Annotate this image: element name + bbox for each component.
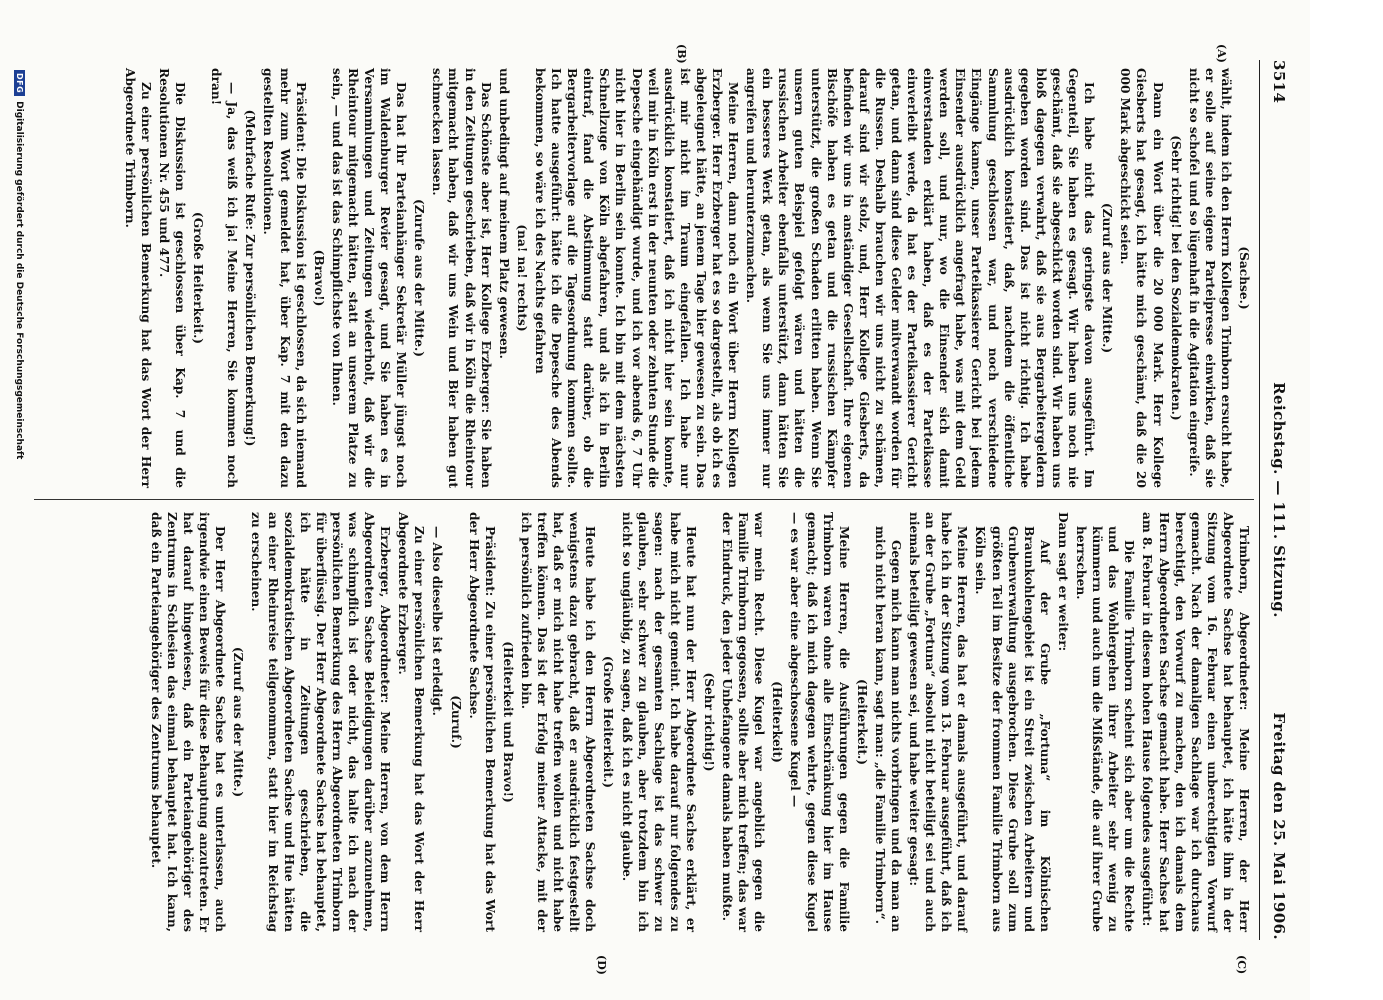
margin-marker-c: (C) — [1235, 955, 1248, 975]
margin-marker-a: (A) — [1215, 44, 1228, 63]
paragraph: Das Schönste aber ist, Herr Kollege Erzberger: Sie haben in den Zeitungen geschrieben, daß wir in Köln die Rheintour mitgemacht haben, daß wir uns Wein und Bier haben gut schmecken lassen. — [430, 68, 493, 488]
paragraph: Das hat Ihr Parteianhänger Sekretär Müller jüngst noch im Waldenburger Revier gesagt, und Sie haben es in Versammlungen und Zeitungen wiederholt, daß wir die Rheintour mitgemacht hätten, statt an unserem Platze zu sein, — und das ist das Schimpflichste von Ihnen. — [329, 68, 409, 488]
paragraph: Der Herr Abgeordnete Sachse hat es unterlassen, auch irgendwie einen Beweis für diese Behauptung anzutreten. Er hat darauf hingewiesen, daß ein Parteiangehöriger des Zentrums in Schlesien das einmal behauptet hat. Ich kann, daß ein Parteiangehöriger des Zentrums behauptet. — [148, 512, 228, 932]
paragraph: Ich habe nicht das geringste davon ausgeführt. Im Gegenteil, Sie haben es gesagt. Wir haben uns noch nie geschämt, daß sie abgeschickt worden sind. Wir haben uns bloß dagegen verwahrt, daß sie aus Bergarbeitergeldern gegeben worden sind. Das ist nicht richtig. Ich habe ausdrücklich konstatiert, daß, nachdem die öffentliche Sammlung geschlossen war, und noch verschiedene Eingänge kamen, unser Parteikassierer Gericht bei jedem Einsender ausdrücklich angefragt habe, was mit dem Geld werden soll, und nur, wo die Einsender sich damit einverstanden erklärt haben, daß es der Parteikasse einverleibt werde, da hat es der Parteikassierer Gericht getan, und dann sind diese Gelder mitverwandt worden für die Russen. Deshalb brauchen wir uns nicht zu schämen, darauf sind wir stolz, und, Herr Kollege Giesberts, da befinden wir uns in anständiger Gesellschaft. Ihre eigenen Bischöfe haben es getan und die russischen Kämpfer unterstützt, die großen Schaden erlitten haben. Wenn Sie unsern guten Beispiel gefolgt wären und hätten die russischen Arbeiter ebenfalls unterstützt, dann hätten Sie ein besseres Werk getan, als wenn Sie uns immer nur angreifen und herunterzumachen. — [744, 68, 1097, 488]
interjection: (Heiterkeit) — [770, 681, 785, 763]
page-header — [1262, 60, 1288, 940]
paragraph: Meine Herren, dann noch ein Wort über Herrn Kollegen Erzberger. Herr Erzberger hat es so dargestellt, als ob ich es abgeleugnet hätte, an jenem Tage hier gewesen zu sein. Das ist mir nicht im Traum eingefallen. Ich habe nur ausdrücklich konstatiert, daß ich nicht hier sein konnte, weil mir in Köln erst in der neunten oder zehnten Stunde die Depesche eingehändigt wurde, und ich vor abends 6, 7 Uhr nicht hier in Berlin sein konnte. Ich bin mit dem nächsten Schnellzuge von Köln abgefahren, und als ich in Berlin eintraf, fand die Abstimmung statt darüber, ob die Bergarbeitervorlage auf die Tagesordnung kommen sollte. Ich hatte ausgeführt: hätte ich die Depesche des Abends bekommen, so wäre ich des Nachts gefahren — [532, 68, 741, 488]
dfg-logo: DFG — [14, 70, 25, 96]
interjection: (Mehrfache Rufe: Zur persönlichen Bemerkung!) — [243, 109, 258, 447]
interjection: (Heiterkeit und Bravo!) — [500, 641, 515, 803]
interjection: (Zuruf aus der Mitte.) — [231, 646, 246, 798]
interjection: (Zuruf aus der Mitte.) — [1100, 202, 1115, 354]
paragraph: und unbedingt auf meinem Platz gewesen. — [496, 68, 511, 359]
paragraph: Erzberger, Abgeordneter: Meine Herren, von dem Herrn Abgeordneten Sachse Beleidigungen darüber anzunehmen, was schimpflich ist oder nicht, das halte ich nach der persönlichen Bemerkung des Herrn Abgeordneten Trimborn für überflüssig. Der Herr Abgeordnete Sachse hat behauptet, ich hätte in Zeitungen geschrieben, die sozialdemokratischen Abgeordneten Sachse und Hue hätten an einer Rheinreise teilgenommen, statt hier im Reichstag zu erscheinen. — [249, 512, 393, 932]
interjection: (na! na! rechts) — [514, 224, 529, 332]
paragraph: — Also dieselbe ist erledigt. — [430, 526, 445, 716]
column-divider — [34, 499, 1254, 500]
paragraph: Meine Herren, die Ausführungen gegen die Familie Trimborn waren ohne alle Einschränkung hier im Hause gemacht; daß ich mich dagegen wehrte, gegen diese Kugel — es war aber eine abgeschossene Kugel — — [788, 512, 851, 932]
interjection: (Zurufe aus der Mitte.) — [412, 199, 427, 357]
footer — [14, 70, 25, 930]
right-column — [146, 512, 1252, 932]
paragraph: Präsident: Die Diskussion ist geschlossen, da sich niemand mehr zum Wort gemeldet hat, über Kap. 7 mit den dazu gestellten Resolutionen. — [261, 68, 308, 488]
paragraph: Meine Herren, das hat er damals ausgeführt, und darauf habe ich in der Sitzung vom 13. Februar ausgeführt, daß ich an der Grube „Fortuna“ absolut nicht beteiligt sei und auch niemals beteiligt gewesen sei, und habe weiter gesagt: — [907, 512, 970, 932]
interjection: (Sehr richtig! bei den Sozialdemokraten.) — [1168, 135, 1183, 421]
paragraph: Gegen mich kann man nichts vorbringen und da man an mich nicht heran kann, sagt man: „die Familie Trimborn“. — [872, 526, 904, 932]
interjection: (Sehr richtig!) — [702, 672, 716, 772]
paragraph: Die Diskussion ist geschlossen über Kap. 7 und die Resolutionen Nr. 455 und 477. — [156, 68, 187, 488]
paragraph: Dann ein Wort über die 20 000 Mark. Herr Kollege Giesberts hat gesagt, ich hätte mich geschämt, daß die 20 000 Mark abgeschickt seien. — [1118, 68, 1165, 488]
paragraph: Heute habe ich den Herrn Abgeordneten Sachse doch wenigstens dazu gebracht, daß er ausdrücklich festgestellt hat, daß er mich nicht habe treffen wollen und nicht habe treffen können. Das ist der Erfolg meiner Attacke, mit der ich persönlich zufrieden bin. — [518, 512, 598, 932]
paragraph: Trimborn, Abgeordneter: Meine Herren, der Herr Abgeordnete Sachse hat behauptet, ich hätte ihm in der Sitzung vom 16. Februar einen unberechtigten Vorwurf gemacht. Nach der damaligen Sachlage war ich durchaus berechtigt, den Vorwurf zu machen, den ich damals dem Herrn Abgeordneten Sachse gemacht habe. Herr Sachse hat am 8. Februar in diesem hohen Hause folgendes ausgeführt: — [1140, 512, 1251, 932]
left-column — [120, 68, 1252, 488]
margin-marker-b: (B) — [675, 44, 688, 64]
running-head: Reichstag. — 111. Sitzung. — [1270, 382, 1288, 618]
paragraph: Zu einer persönlichen Bemerkung hat das Wort der Herr Abgeordnete Trimborn. — [122, 68, 153, 488]
page-number: 3514 — [1270, 60, 1288, 104]
paragraph: Auf der Grube „Fortuna“ im Kölnischen Braunkohlengebiet ist ein Streit zwischen Arbeitern und Grubenverwaltung ausgebrochen. Diese Grube soll zum größten Teil im Besitze der frommen Familie Trimborn aus Köln sein. — [973, 526, 1052, 932]
paragraph: — Ja, das weiß ich ja! Meine Herren, Sie kommen noch dran! — [209, 68, 240, 488]
paragraph: Die Familie Trimborn scheint sich aber um die Rechte und das Wohlergehen ihrer Arbeiter sehr wenig zu kümmern und auch um die Mißstände, die auf ihrer Grube herrschen. — [1074, 526, 1137, 932]
header-rule — [1259, 60, 1260, 940]
session-date: Freitag den 25. Mai 1906. — [1270, 712, 1288, 940]
paragraph: wählt, indem ich den Herrn Kollegen Trimborn ersucht habe, er solle auf seine eigene Parteipresse einwirken, daß sie nicht so schofel und so lügenhaft in die Agitation eingreife. — [1186, 68, 1233, 488]
footer-credit: Digitalisierung gefördert durch die Deutsche Forschungsgemeinschaft — [14, 101, 25, 460]
interjection: (Große Heiterkeit.) — [601, 655, 616, 789]
margin-marker-d: (D) — [595, 955, 608, 975]
interjection: (Große Heiterkeit.) — [191, 211, 206, 345]
interjection: (Sachse.) — [1237, 246, 1251, 310]
interjection: (Bravo!) — [311, 249, 326, 307]
paragraph: Präsident: Zu einer persönlichen Bemerkung hat das Wort der Herr Abgeordnete Sachse. — [466, 512, 497, 932]
paragraph: Dann sagt er weiter: — [1055, 512, 1070, 652]
paragraph: war mein Recht. Diese Kugel war angeblich gegen die Familie Trimborn gegossen, sollte aber mich treffen; das war der Eindruck, den jeder Unbefangene damals haben mußte. — [720, 512, 767, 932]
paragraph: Zu einer persönlichen Bemerkung hat das Wort der Herr Abgeordnete Erzberger. — [396, 512, 427, 932]
interjection: (Heiterkeit.) — [854, 679, 869, 765]
interjection: (Zuruf.) — [448, 695, 463, 749]
paragraph: Heute hat nun der Herr Abgeordnete Sachse erklärt, er habe mich nicht gemeint. Ich habe darauf nur folgendes zu sagen: nach der gesamten Sachlage ist das schwer zu glauben, sehr schwer zu glauben, aber trotzdem bin ich nicht so ungläubig, zu sagen, daß ich es nicht glaube. — [619, 512, 698, 932]
